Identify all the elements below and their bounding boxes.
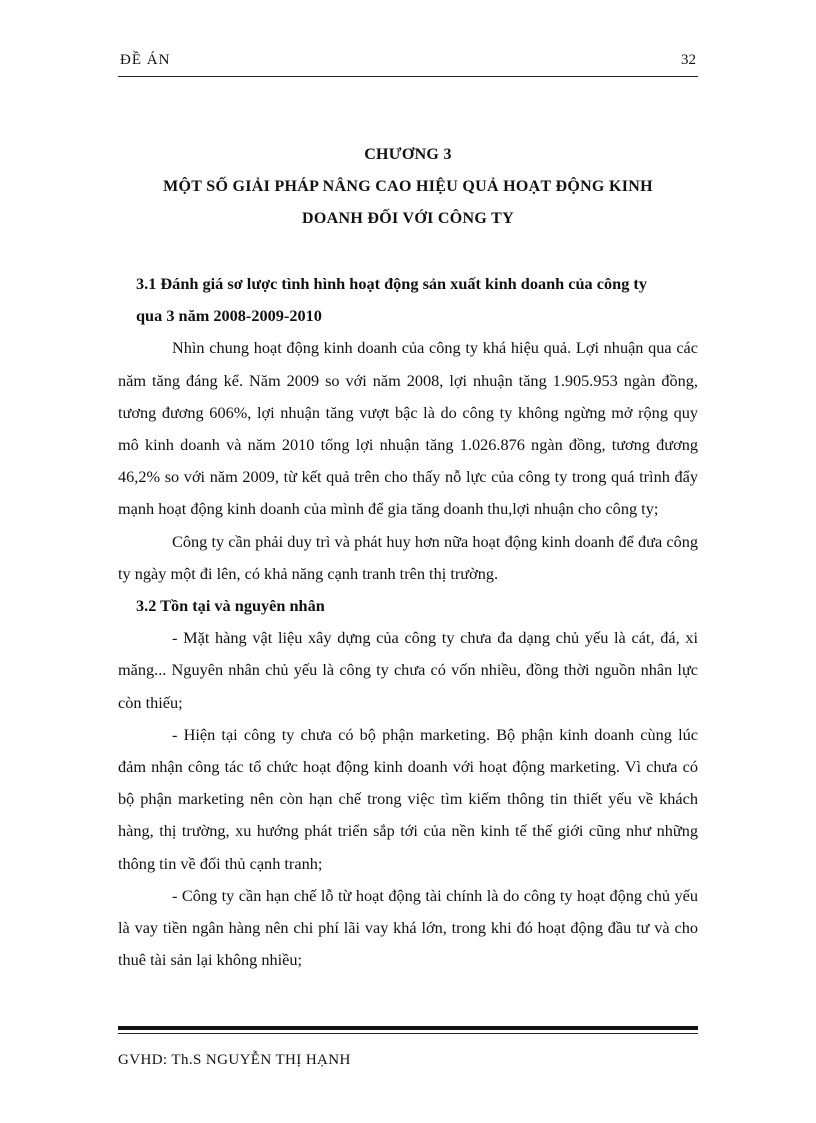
- section-2-item-3: - Công ty cần hạn chế lỗ từ hoạt động tài chính là do công ty hoạt động chủ yếu là vay tiền ngân hàng nên chi phí lãi vay khá lớn, trong khi đó hoạt động đầu tư và cho thuê tài sản lại không nhiều;: [118, 885, 698, 970]
- section-1-heading-line-1: 3.1 Đánh giá sơ lược tình hình hoạt động sản xuất kinh doanh của công ty: [136, 274, 647, 293]
- footer-rule-thick: [118, 1026, 698, 1030]
- chapter-number: CHƯƠNG 3: [364, 146, 452, 163]
- section-2-item-1: - Mặt hàng vật liệu xây dựng của công ty chưa đa dạng chủ yếu là cát, đá, xi măng... Nguyên nhân chủ yếu là công ty chưa có vốn nhiều, đồng thời nguồn nhân lực còn thiếu;: [118, 628, 698, 712]
- section-1-paragraph-1: Nhìn chung hoạt động kinh doanh của công ty khá hiệu quả. Lợi nhuận qua các năm tăng đáng kể. Năm 2009 so với năm 2008, lợi nhuận tăng 1.905.953 ngàn đồng, tương đương 606%, lợi nhuận tăng vượt bậc là do công ty không ngừng mở rộng quy mô kinh doanh và năm 2010 tổng lợi nhuận tăng 1.026.876 ngàn đồng, tương đương 46,2% so với năm 2009, từ kết quả trên cho thấy nỗ lực của công ty trong quá trình đẩy mạnh hoạt động kinh doanh của mình để gia tăng doanh thu,lợi nhuận cho công ty;: [118, 338, 698, 519]
- page-number: 32: [681, 52, 696, 68]
- footer-advisor: GVHD: Th.S NGUYỄN THỊ HẠNH: [118, 1052, 351, 1068]
- chapter-title-line-1: MỘT SỐ GIẢI PHÁP NÂNG CAO HIỆU QUẢ HOẠT ĐỘNG KINH: [163, 178, 653, 195]
- page-header: [118, 50, 698, 78]
- chapter-title-line-2: DOANH ĐỐI VỚI CÔNG TY: [302, 210, 514, 227]
- header-rule: [118, 76, 698, 77]
- header-title: ĐỀ ÁN: [120, 52, 171, 68]
- section-2-heading: 3.2 Tồn tại và nguyên nhân: [136, 596, 325, 616]
- section-1-heading-line-2: qua 3 năm 2008-2009-2010: [136, 306, 322, 326]
- section-2-item-2: - Hiện tại công ty chưa có bộ phận marketing. Bộ phận kinh doanh cùng lúc đảm nhận công tác tổ chức hoạt động kinh doanh với hoạt động marketing. Vì chưa có bộ phận marketing nên còn hạn chế trong việc tìm kiếm thông tin thiết yếu về khách hàng, thị trường, xu hướng phát triển sắp tới của nền kinh tế thế giới cũng như những thông tin về đối thủ cạnh tranh;: [118, 724, 698, 873]
- footer-rule-thin: [118, 1033, 698, 1034]
- section-1-paragraph-2: Công ty cần phải duy trì và phát huy hơn nữa hoạt động kinh doanh để đưa công ty ngày một đi lên, có khả năng cạnh tranh trên thị trường.: [118, 531, 698, 583]
- body-text: [118, 268, 698, 976]
